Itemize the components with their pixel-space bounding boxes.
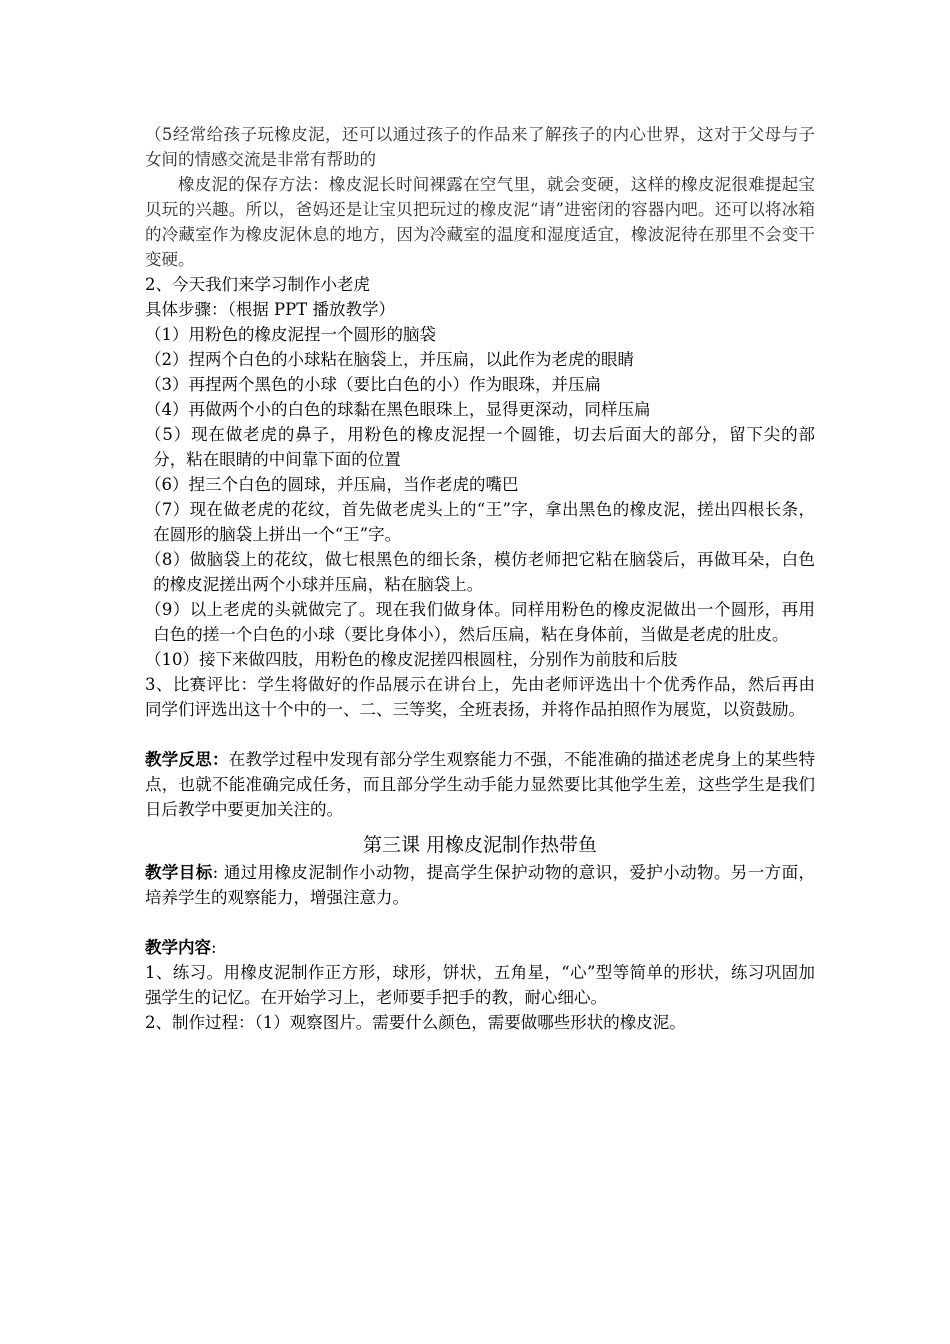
reflection-text: 在教学过程中发现有部分学生观察能力不强，不能准确的描述老虎身上的某些特点，也就不能准确完成任务，而且部分学生动手能力显然要比其他学生差，这些学生是我们日后教学中要更加关注的。 [145,750,816,819]
step-item: （7）现在做老虎的花纹，首先做老虎头上的“王”字，拿出黑色的橡皮泥，搓出四根长条，在圆形的脑袋上拼出一个“王”字。 [145,500,815,544]
blank-line [145,910,815,935]
lesson-3-content-heading [145,935,815,960]
document-page [145,122,815,1035]
steps-title: 具体步骤：（根据 PPT 播放教学） [145,300,395,319]
step-item: （10）接下来做四肢，用粉色的橡皮泥搓四根圆柱，分别作为前肢和后肢 [145,650,678,669]
reflection-label: 教学反思： [145,750,229,769]
lesson-3-title: 第三课 用橡皮泥制作热带鱼 [362,834,598,856]
content-colon: : [211,938,217,957]
step-item: （9）以上老虎的头就做完了。现在我们做身体。同样用粉色的橡皮泥做出一个圆形，再用白色的搓一个白色的小球（要比身体小），然后压扁，粘在身体前，当做是老虎的肚皮。 [145,600,815,644]
goal-text: : 通过用橡皮泥制作小动物，提高学生保护动物的意识，爱护小动物。另一方面，培养学生的观察能力，增强注意力。 [145,863,815,907]
section-2-heading: 2、今天我们来学习制作小老虎 [145,275,370,294]
section-3-paragraph: 3、比赛评比：学生将做好的作品展示在讲台上，先由老师评选出十个优秀作品，然后再由同学们评选出这十个中的一、二、三等奖，全班表扬，并将作品拍照作为展览，以资鼓励。 [145,675,815,719]
blank-line [145,722,815,747]
content-item: 1、练习。用橡皮泥制作正方形，球形，饼状，五角星，“心”型等简单的形状，练习巩固加强学生的记忆。在开始学习上，老师要手把手的教，耐心细心。 [145,963,815,1007]
step-item: （8）做脑袋上的花纹，做七根黑色的细长条，模仿老师把它粘在脑袋后，再做耳朵，白色的橡皮泥搓出两个小球并压扁，粘在脑袋上。 [145,550,815,594]
storage-paragraph: 橡皮泥的保存方法：橡皮泥长时间裸露在空气里，就会变硬，这样的橡皮泥很难提起宝贝玩的兴趣。所以，爸妈还是让宝贝把玩过的橡皮泥“请”进密闭的容器内吧。还可以将冰箱的冷藏室作为橡皮泥休息的地方，因为冷藏室的温度和湿度适宜，橡波泥待在那里不会变干变硬。 [145,175,815,269]
goal-label: 教学目标 [145,863,213,882]
intro-paragraph-5: （5经常给孩子玩橡皮泥，还可以通过孩子的作品来了解孩子的内心世界，这对于父母与子女间的情感交流是非常有帮助的 [145,125,815,169]
step-item: （1）用粉色的橡皮泥捏一个圆形的脑袋 [145,325,436,344]
step-item: （4）再做两个小的白色的球黏在黑色眼珠上，显得更深动，同样压扁 [145,400,651,419]
content-item: 2、制作过程：（1）观察图片。需要什么颜色，需要做哪些形状的橡皮泥。 [145,1013,686,1032]
content-label: 教学内容 [145,938,211,957]
lesson-3-goal [145,860,815,910]
reflection-paragraph [145,747,815,822]
step-item: （6）捏三个白色的圆球，并压扁，当作老虎的嘴巴 [145,475,519,494]
step-item: （3）再捏两个黑色的小球（要比白色的小）作为眼珠，并压扁 [145,375,601,394]
step-item: （2）捏两个白色的小球粘在脑袋上，并压扁，以此作为老虎的眼睛 [145,350,634,369]
step-item: （5）现在做老虎的鼻子，用粉色的橡皮泥捏一个圆锥，切去后面大的部分，留下尖的部分，粘在眼睛的中间靠下面的位置 [145,425,815,469]
